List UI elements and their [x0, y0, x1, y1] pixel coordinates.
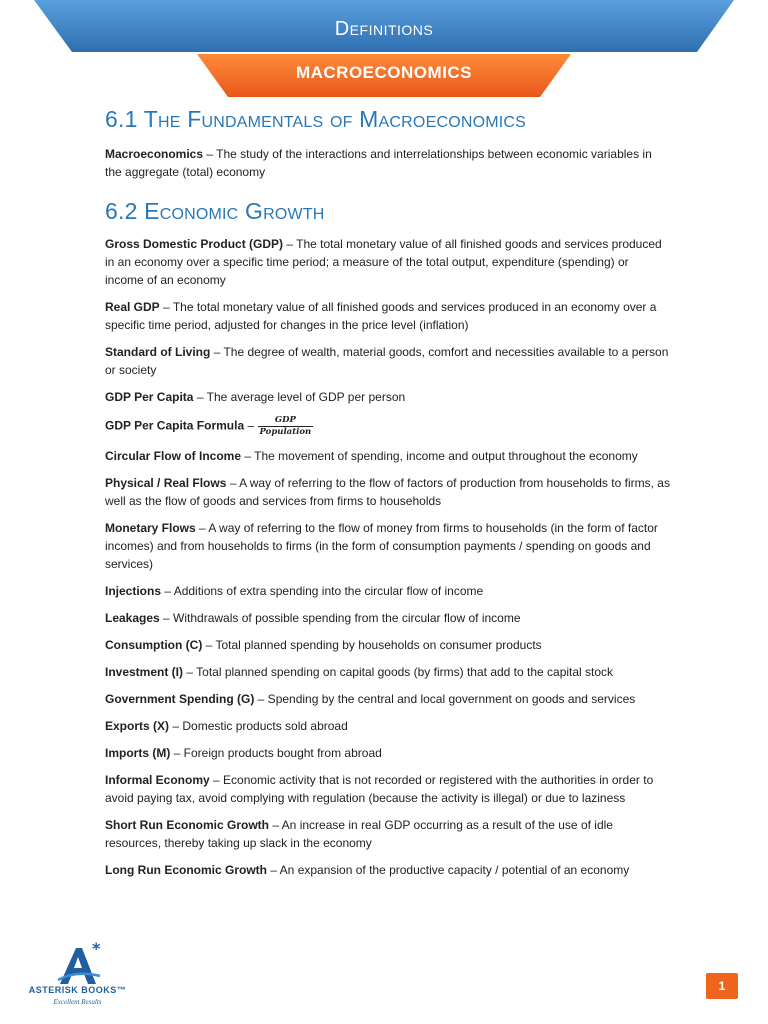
definition-item [105, 663, 670, 681]
definition-text: – Spending by the central and local government on goods and services [254, 692, 636, 706]
definition-item [105, 145, 670, 181]
definition-term: Real GDP [105, 300, 160, 314]
definition-text: – The total monetary value of all finished goods and services produced in an economy over a specific time period; a measure of the total output, expenditure (spending) or income of an economy [105, 237, 662, 287]
definition-term: Imports (M) [105, 746, 171, 760]
definition-text: – Total planned spending by households on consumer products [202, 638, 542, 652]
definition-text: – Additions of extra spending into the circular flow of income [161, 584, 484, 598]
definition-term: Short Run Economic Growth [105, 818, 269, 832]
definition-item [105, 861, 670, 879]
definition-text: – The study of the interactions and interrelationships between economic variables in the aggregate (total) economy [105, 147, 652, 179]
definition-text: – The movement of spending, income and output throughout the economy [241, 449, 638, 463]
definition-item [105, 816, 670, 852]
definition-term: GDP Per Capita [105, 390, 194, 404]
definition-text: – Economic activity that is not recorded or registered with the authorities in order to avoid paying tax, avoid complying with regulation (because the activity is illegal) or due to laziness [105, 773, 654, 805]
definition-item [105, 519, 670, 573]
definition-text: – Foreign products bought from abroad [170, 746, 382, 760]
page-number-badge: 1 [706, 973, 738, 999]
definition-term: Consumption (C) [105, 638, 203, 652]
definition-item [105, 582, 670, 600]
section-heading: 6.1 The Fundamentals of Macroeconomics [105, 106, 527, 132]
definition-item [105, 609, 670, 627]
definition-item [105, 636, 670, 654]
definition-item [105, 690, 670, 708]
definition-item [105, 343, 670, 379]
definition-text: – The degree of wealth, material goods, comfort and necessities available to a person or society [105, 345, 669, 377]
definition-text: – The total monetary value of all finished goods and services produced in an economy over a specific time period, adjusted for changes in the price level (inflation) [105, 300, 657, 332]
definition-term: GDP Per Capita Formula [105, 418, 245, 433]
definition-term: Gross Domestic Product (GDP) [105, 237, 284, 251]
definition-item [105, 474, 670, 510]
definition-text: – An expansion of the productive capacity / potential of an economy [267, 863, 630, 877]
svg-text:*: * [92, 940, 101, 958]
definition-text: – A way of referring to the flow of factors of production from households to firms, as well as the flow of goods and services from firms to households [105, 476, 670, 508]
fraction-denominator: Population [259, 427, 312, 437]
definition-term: Government Spending (G) [105, 692, 255, 706]
definition-item [105, 744, 670, 762]
definition-term: Exports (X) [105, 719, 170, 733]
definition-term: Circular Flow of Income [105, 449, 242, 463]
definition-text: – Domestic products sold abroad [169, 719, 348, 733]
definition-term: Investment (I) [105, 665, 184, 679]
definition-item [105, 415, 670, 438]
definition-term: Informal Economy [105, 773, 210, 787]
definition-text: – [244, 418, 258, 433]
definition-item [105, 447, 670, 465]
definition-text: – The average level of GDP per person [193, 390, 406, 404]
logo-name: ASTERISK BOOKS™ [28, 985, 127, 995]
definition-term: Standard of Living [105, 345, 211, 359]
definition-item [105, 388, 670, 406]
formula-fraction [258, 415, 314, 438]
definition-term: Monetary Flows [105, 521, 196, 535]
definition-text: – Total planned spending on capital goods (by firms) that add to the capital stock [183, 665, 614, 679]
document-subtitle: MACROECONOMICS [295, 63, 473, 82]
main-content [105, 100, 670, 888]
fraction-numerator: GDP [258, 415, 314, 427]
logo-tagline: Excellent Results [53, 998, 102, 1006]
definition-text: – Withdrawals of possible spending from the circular flow of income [159, 611, 521, 625]
definition-item [105, 235, 670, 289]
definition-item [105, 717, 670, 735]
definition-term: Leakages [105, 611, 160, 625]
definition-item [105, 298, 670, 334]
definition-term: Physical / Real Flows [105, 476, 227, 490]
definition-term: Macroeconomics [105, 147, 204, 161]
definition-item [105, 771, 670, 807]
document-title: Definitions [334, 18, 434, 40]
definition-term: Long Run Economic Growth [105, 863, 267, 877]
definition-text: – A way of referring to the flow of money from firms to households (in the form of factor incomes) and from households to firms (in the form of consumption payments / spending on goods and services) [105, 521, 658, 571]
asterisk-a-logo-icon [56, 940, 104, 986]
section-heading: 6.2 Economic Growth [105, 198, 325, 224]
definition-term: Injections [105, 584, 162, 598]
publisher-logo [20, 940, 135, 1020]
definition-text: – An increase in real GDP occurring as a result of the use of idle resources, thereby taking up slack in the economy [105, 818, 613, 850]
